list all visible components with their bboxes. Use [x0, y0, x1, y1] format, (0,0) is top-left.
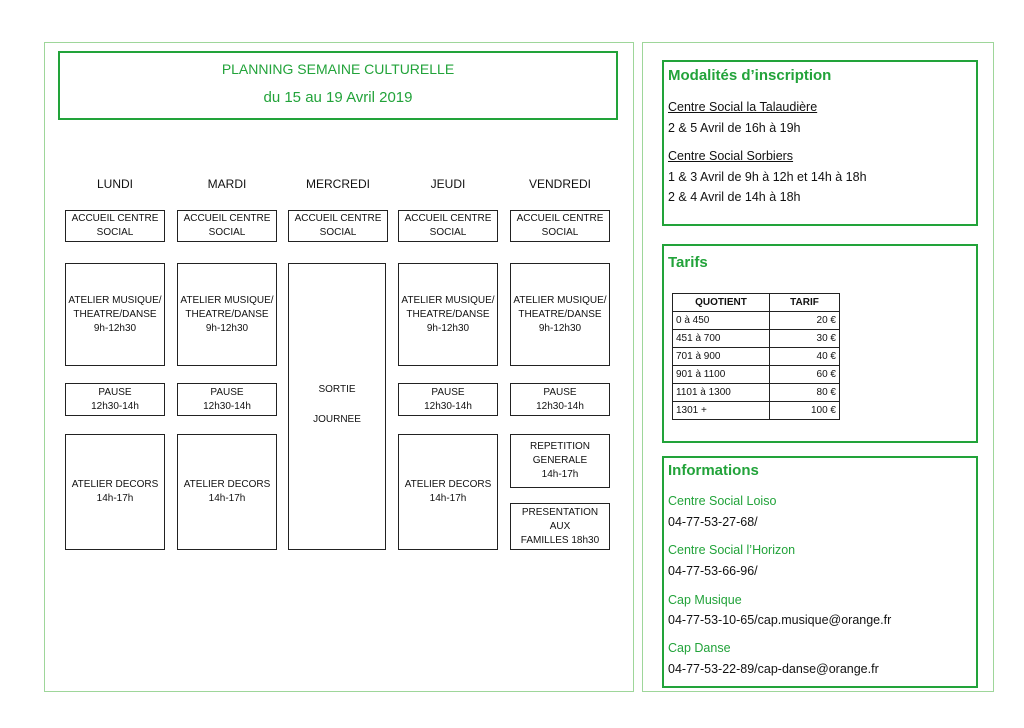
tarif-cell: 60 €: [770, 366, 840, 384]
jeudi-atelier-decors: [398, 434, 498, 550]
lundi-pause: [65, 383, 165, 416]
contact-name-loiso: Centre Social Loiso: [668, 494, 777, 508]
cell-text: SOCIAL: [429, 227, 467, 238]
quotient-cell: 1101 à 1300: [673, 384, 770, 402]
table-row: [673, 366, 840, 384]
cell-text: 12h30-14h: [536, 400, 584, 412]
inscription-heading: Modalités d’inscription: [668, 67, 832, 84]
cell-text: ACCUEIL CENTRE: [404, 213, 492, 224]
cell-text: PAUSE: [431, 386, 465, 398]
centre-talaudiere-label: Centre Social la Talaudière: [668, 100, 818, 114]
cell-text: JOURNEE: [313, 414, 361, 425]
cell-text: 12h30-14h: [424, 400, 472, 412]
cell-text: 12h30-14h: [91, 400, 139, 412]
mercredi-accueil: [288, 210, 388, 242]
day-header-vendredi: VENDREDI: [528, 177, 591, 191]
jeudi-accueil: [398, 210, 498, 242]
mardi-pause: [177, 383, 277, 416]
vendredi-repetition-generale: [510, 434, 610, 488]
cell-text: SORTIE: [318, 384, 356, 395]
cell-text: THEATRE/DANSE: [518, 308, 602, 320]
vendredi-presentation-familles: [510, 503, 610, 550]
cell-text: 9h-12h30: [205, 322, 249, 334]
mardi-atelier-decors: [177, 434, 277, 550]
jeudi-atelier-musique: [398, 263, 498, 366]
contact-detail-horizon: 04-77-53-66-96/: [668, 564, 758, 578]
cell-text: SOCIAL: [96, 227, 134, 238]
cell-text: ATELIER MUSIQUE/: [401, 294, 495, 306]
centre-talaudiere-hours: 2 & 5 Avril de 16h à 19h: [668, 121, 801, 135]
cell-text: 14h-17h: [541, 469, 579, 480]
cell-text: ACCUEIL CENTRE: [183, 213, 271, 224]
day-header-mardi: MARDI: [207, 177, 247, 191]
tarifs-heading: Tarifs: [668, 254, 708, 271]
informations-heading: Informations: [668, 462, 759, 479]
tarif-cell: 30 €: [770, 330, 840, 348]
column-header-quotient: QUOTIENT: [673, 294, 770, 312]
mardi-atelier-musique: [177, 263, 277, 366]
contact-name-cap-musique: Cap Musique: [668, 593, 742, 607]
cell-text: PAUSE: [543, 386, 577, 398]
table-row: [673, 348, 840, 366]
cell-text: THEATRE/DANSE: [406, 308, 490, 320]
cell-text: ACCUEIL CENTRE: [516, 213, 604, 224]
day-header-mercredi: MERCREDI: [305, 177, 370, 191]
tarif-cell: 20 €: [770, 312, 840, 330]
lundi-accueil: [65, 210, 165, 242]
contact-detail-cap-danse: 04-77-53-22-89/cap-danse@orange.fr: [668, 662, 879, 676]
cell-text: FAMILLES 18h30: [520, 534, 600, 546]
cell-text: 9h-12h30: [538, 322, 582, 334]
day-header-lundi: LUNDI: [96, 177, 133, 191]
cell-text: 14h-17h: [429, 493, 467, 504]
vendredi-pause: [510, 383, 610, 416]
lundi-atelier-decors: [65, 434, 165, 550]
cell-text: SOCIAL: [319, 227, 357, 238]
title-box: [58, 51, 618, 120]
day-header-jeudi: JEUDI: [430, 177, 466, 191]
contact-detail-cap-musique: 04-77-53-10-65/cap.musique@orange.fr: [668, 613, 892, 627]
contact-name-horizon: Centre Social l’Horizon: [668, 543, 796, 557]
table-row: [673, 330, 840, 348]
column-header-tarif: TARIF: [770, 294, 840, 312]
cell-text: GENERALE: [532, 455, 588, 466]
cell-text: ATELIER MUSIQUE/: [180, 294, 274, 306]
cell-text: 14h-17h: [96, 493, 134, 504]
lundi-atelier-musique: [65, 263, 165, 366]
cell-text: ATELIER DECORS: [404, 479, 492, 490]
centre-sorbiers-hours-1: 1 & 3 Avril de 9h à 12h et 14h à 18h: [668, 170, 867, 184]
cell-text: PAUSE: [98, 386, 132, 398]
cell-text: 12h30-14h: [203, 400, 251, 412]
quotient-cell: 0 à 450: [673, 312, 770, 330]
page-subtitle: du 15 au 19 Avril 2019: [263, 89, 413, 106]
cell-text: THEATRE/DANSE: [185, 308, 269, 320]
quotient-cell: 701 à 900: [673, 348, 770, 366]
mardi-accueil: [177, 210, 277, 242]
cell-text: PRESENTATION AUX: [521, 506, 599, 532]
cell-text: SOCIAL: [208, 227, 246, 238]
cell-text: SOCIAL: [541, 227, 579, 238]
centre-sorbiers-label: Centre Social Sorbiers: [668, 149, 794, 163]
cell-text: ACCUEIL CENTRE: [71, 213, 159, 224]
tarif-cell: 100 €: [770, 402, 840, 420]
page-title: PLANNING SEMAINE CULTURELLE: [221, 61, 455, 77]
cell-text: ATELIER DECORS: [71, 479, 159, 490]
cell-text: ATELIER MUSIQUE/: [68, 294, 162, 306]
centre-sorbiers-hours-2: 2 & 4 Avril de 14h à 18h: [668, 190, 801, 204]
cell-text: ACCUEIL CENTRE: [294, 213, 382, 224]
cell-text: ATELIER DECORS: [183, 479, 271, 490]
vendredi-accueil: [510, 210, 610, 242]
contact-detail-loiso: 04-77-53-27-68/: [668, 515, 758, 529]
cell-text: REPETITION: [529, 441, 590, 452]
table-header-row: [673, 294, 840, 312]
table-row: [673, 402, 840, 420]
mercredi-sortie-journee: [288, 263, 386, 550]
quotient-cell: 1301 +: [673, 402, 770, 420]
tarifs-table: [672, 293, 840, 420]
cell-text: PAUSE: [210, 386, 244, 398]
table-row: [673, 312, 840, 330]
cell-text: 9h-12h30: [93, 322, 137, 334]
cell-text: ATELIER MUSIQUE/: [513, 294, 607, 306]
jeudi-pause: [398, 383, 498, 416]
contact-name-cap-danse: Cap Danse: [668, 641, 731, 655]
cell-text: 9h-12h30: [426, 322, 470, 334]
tarif-cell: 80 €: [770, 384, 840, 402]
cell-text: THEATRE/DANSE: [73, 308, 157, 320]
cell-text: 14h-17h: [208, 493, 246, 504]
vendredi-atelier-musique: [510, 263, 610, 366]
table-row: [673, 384, 840, 402]
quotient-cell: 451 à 700: [673, 330, 770, 348]
tarif-cell: 40 €: [770, 348, 840, 366]
quotient-cell: 901 à 1100: [673, 366, 770, 384]
